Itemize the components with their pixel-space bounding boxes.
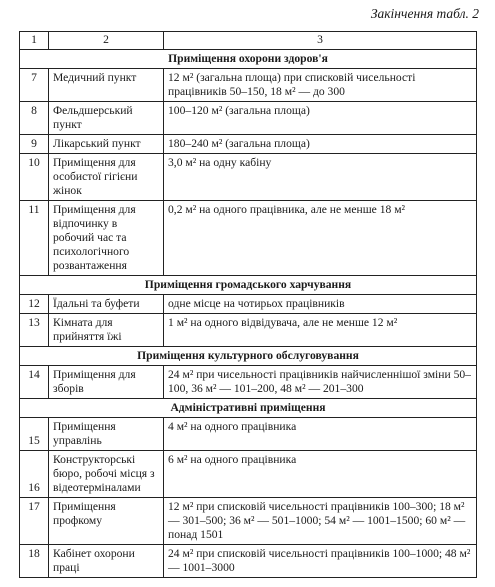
row-value: 4 м² на одного працівника	[164, 418, 477, 451]
section-title: Адміністративні приміщення	[20, 399, 477, 418]
table-row	[20, 366, 477, 399]
section-title: Приміщення охорони здоров'я	[20, 50, 477, 69]
row-value: 12 м² (загальна площа) при списковій чисельності працівників 50–150, 18 м² — до 300	[164, 69, 477, 102]
table-row	[20, 314, 477, 347]
table-row	[20, 451, 477, 498]
premises-table	[19, 31, 477, 578]
row-name: Їдальні та буфети	[49, 295, 164, 314]
row-number: 13	[20, 314, 49, 347]
row-value: 24 м² при списковій чисельності працівників 100–1000; 48 м² — 1001–3000	[164, 545, 477, 578]
row-number: 10	[20, 154, 49, 201]
row-value: 100–120 м² (загальна площа)	[164, 102, 477, 135]
row-value: одне місце на чотирьох працівників	[164, 295, 477, 314]
row-name: Медичний пункт	[49, 69, 164, 102]
table-row	[20, 69, 477, 102]
section-title: Приміщення громадського харчування	[20, 276, 477, 295]
row-number: 16	[20, 451, 49, 498]
row-name: Приміщення управлінь	[49, 418, 164, 451]
section-health	[20, 50, 477, 69]
row-name: Кімната для прийняття їжі	[49, 314, 164, 347]
header-col-3: 3	[164, 32, 477, 50]
row-name: Приміщення для відпочинку в робочий час та психологічного розвантаження	[49, 201, 164, 276]
row-value: 180–240 м² (загальна площа)	[164, 135, 477, 154]
section-catering	[20, 276, 477, 295]
row-value: 1 м² на одного відвідувача, але не менше 12 м²	[164, 314, 477, 347]
header-col-2: 2	[49, 32, 164, 50]
table-row	[20, 201, 477, 276]
row-value: 12 м² при списковій чисельності працівників 100–300; 18 м² — 301–500; 36 м² — 501–1000; 54 м² — 1001–1500; 60 м² — понад 1501	[164, 498, 477, 545]
row-number: 11	[20, 201, 49, 276]
section-title: Приміщення культурного обслуговування	[20, 347, 477, 366]
row-number: 7	[20, 69, 49, 102]
row-name: Приміщення профкому	[49, 498, 164, 545]
row-number: 8	[20, 102, 49, 135]
row-value: 24 м² при чисельності працівників найчисленнішої зміни 50–100, 36 м² — 101–200, 48 м² — 201–300	[164, 366, 477, 399]
table-row	[20, 154, 477, 201]
row-number: 18	[20, 545, 49, 578]
row-number: 12	[20, 295, 49, 314]
row-name: Фельдшерський пункт	[49, 102, 164, 135]
table-row	[20, 135, 477, 154]
row-value: 6 м² на одного працівника	[164, 451, 477, 498]
row-name: Приміщення для особистої гігієни жінок	[49, 154, 164, 201]
row-name: Кабінет охорони праці	[49, 545, 164, 578]
row-number: 17	[20, 498, 49, 545]
row-value: 0,2 м² на одного працівника, але не менше 18 м²	[164, 201, 477, 276]
row-number: 9	[20, 135, 49, 154]
table-row	[20, 498, 477, 545]
table-row	[20, 418, 477, 451]
section-culture	[20, 347, 477, 366]
table-row	[20, 102, 477, 135]
table-header-row	[20, 32, 477, 50]
table-row	[20, 545, 477, 578]
row-value: 3,0 м² на одну кабіну	[164, 154, 477, 201]
row-number: 14	[20, 366, 49, 399]
row-name: Приміщення для зборів	[49, 366, 164, 399]
section-admin	[20, 399, 477, 418]
row-name: Лікарський пункт	[49, 135, 164, 154]
row-number: 15	[20, 418, 49, 451]
table-caption: Закінчення табл. 2	[370, 6, 479, 21]
table-row	[20, 295, 477, 314]
row-name: Конструкторські бюро, робочі місця з відеотерміналами	[49, 451, 164, 498]
header-col-1: 1	[20, 32, 49, 50]
